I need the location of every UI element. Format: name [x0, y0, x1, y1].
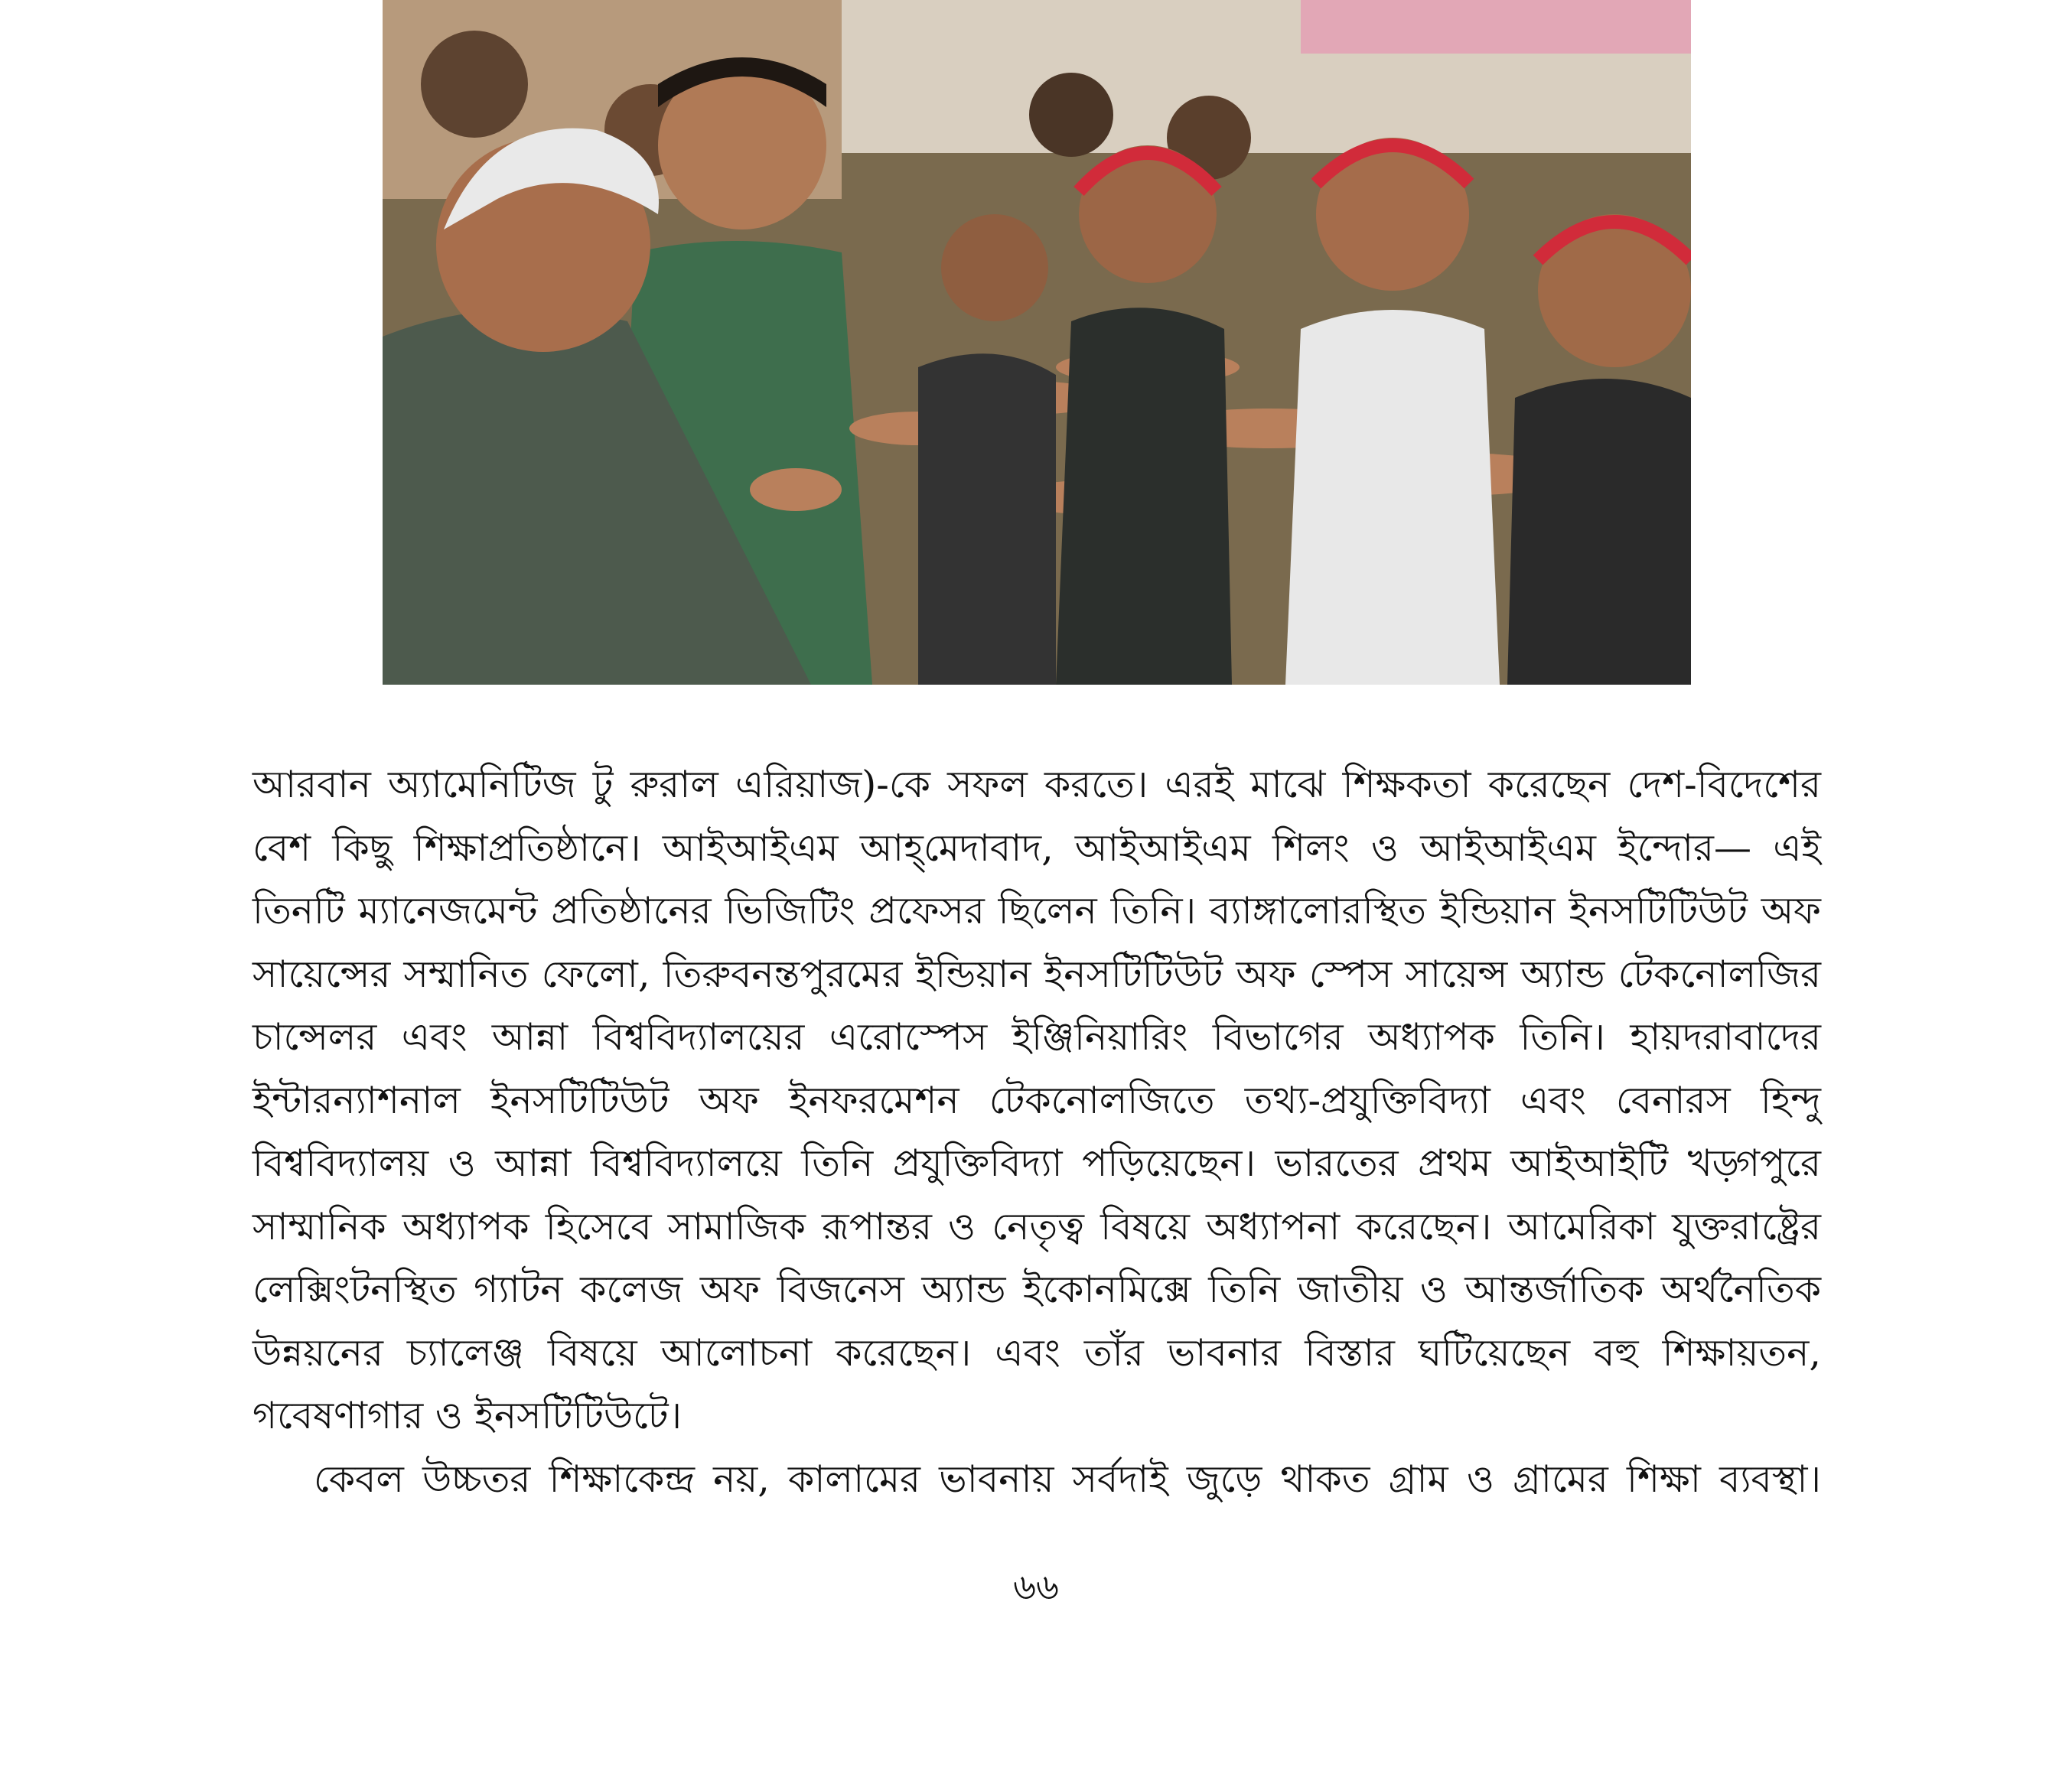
page-number: ৬৬	[1013, 1566, 1059, 1607]
paragraph: আরবান অ্যামেনিটিজ টু রুরাল এরিয়াজ)-কে সফল করতে। এরই মাঝে শিক্ষকতা করেছেন দেশ-বিদেশের বেশ কিছু শিক্ষাপ্রতিষ্ঠানে। আইআইএম আহ্‌মেদাবাদ, আইআইএম শিলং ও আইআইএম ইন্দোর— এই তিনটি ম্যানেজমেন্ট প্রতিষ্ঠানের ভিজিটিং প্রফেসর ছিলেন তিনি। ব্যাঙ্গালোরস্থিত ইন্ডিয়ান ইনসটিটিউট অফ সায়েন্সের সম্মানিত ফেলো, তিরুবনন্তপুরমের ইন্ডিয়ান ইনসটিটিউট অফ স্পেস সায়েন্স অ্যান্ড টেকনোলজির চান্সেলর এবং আন্না বিশ্ববিদ্যালয়ের এরোস্পেস ইঞ্জিনিয়ারিং বিভাগের অধ্যাপক তিনি। হায়দরাবাদের ইন্টারন্যাশনাল ইনসটিটিউট অফ ইনফরমেশন টেকনোলজিতে তথ্য-প্রযুক্তিবিদ্যা এবং বেনারস হিন্দু বিশ্ববিদ্যালয় ও আন্না বিশ্ববিদ্যালয়ে তিনি প্রযুক্তিবিদ্যা পড়িয়েছেন। ভারতের প্রথম আইআইটি খড়্গপুরে সাম্মানিক অধ্যাপক হিসেবে সামাজিক রূপান্তর ও নেতৃত্ব বিষয়ে অধ্যাপনা করেছেন। আমেরিকা যুক্তরাষ্ট্রের লেক্সিংটনস্থিত গ্যাটন কলেজ অফ বিজনেস অ্যান্ড ইকোনমিক্সে তিনি জাতীয় ও আন্তর্জাতিক অর্থনৈতিক উন্নয়নের চ্যালেঞ্জ বিষয়ে আলোচনা করেছেন। এবং তাঁর ভাবনার বিস্তার ঘটিয়েছেন বহু শিক্ষায়তন, গবেষণাগার ও ইনসটিটিউটে।	[252, 763, 1821, 1437]
body-text	[252, 754, 1821, 1511]
photo-kalam-with-students	[383, 0, 1691, 685]
photo-illustration	[383, 0, 1691, 685]
paragraph: কেবল উচ্চতর শিক্ষাকেন্দ্র নয়, কালামের ভাবনায় সর্বদাই জুড়ে থাকত গ্রাম ও গ্রামের শিক্ষা ব্যবস্থা।	[314, 1457, 1821, 1501]
